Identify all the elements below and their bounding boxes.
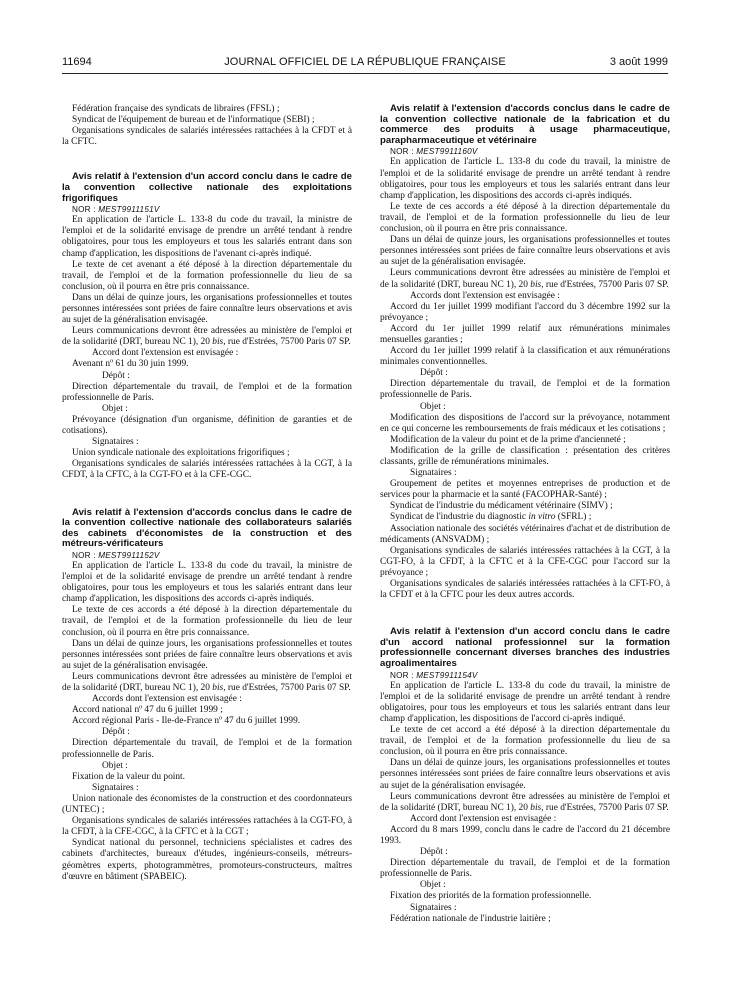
section-label: Signataires : [410, 468, 457, 479]
list-item: Avenant nº 61 du 30 juin 1999. [72, 359, 189, 370]
paragraph: Le texte de cet avenant a été déposé à la direction départementale du travail, de l'emploi et de la formation professionnelle du lieu de sa conclusion, où il pourra en être pris connaissance. [62, 259, 352, 292]
list-item: Organisations syndicales de salariés intéressées rattachées à la CGT-FO, à la CFDT, à la CFE-CGC, à la CFTC et à la CGT ; [62, 816, 352, 838]
list-item: Syndicat de l'industrie du diagnostic in vitro (SFRL) ; [390, 512, 592, 523]
list-item: Modification des dispositions de l'accord sur la prévoyance, notamment en ce qui concerne les remboursements de frais médicaux et les cotisations ; [380, 412, 670, 434]
list-item: Accord national nº 47 du 6 juillet 1999 ; [72, 705, 223, 716]
list-item: Association nationale des sociétés vétérinaires d'achat et de distribution de médicaments (ANSVADM) ; [380, 523, 670, 545]
list-item: Accord du 8 mars 1999, conclu dans le cadre de l'accord du 21 décembre 1993. [380, 824, 670, 846]
list-item: Organisations syndicales de salariés intéressées rattachées à la CFT-FO, à la CFDT et à la CFTC pour les deux autres accords. [380, 579, 670, 601]
notice-title: Avis relatif à l'extension d'un accord conclu dans le cadre de la convention collective nationale des exploitations frigorifiques [62, 171, 352, 204]
paragraph: Direction départementale du travail, de l'emploi et de la formation professionnelle de Paris. [380, 379, 670, 401]
paragraph: Prévoyance (désignation d'un organisme, définition de garanties et de cotisations). [62, 414, 352, 437]
paragraph: Le texte de cet accord a été déposé à la direction départementale du travail, de l'emploi et de la formation professionnelle du lieu de sa conclusion, où il pourra en être pris connaissance. [380, 725, 670, 758]
list-item: Organisations syndicales de salariés intéressées rattachées à la CGT, à la CFDT, à la CFTC, à la CGT-FO et à la CFE-CGC. [62, 459, 352, 481]
paragraph: Leurs communications devront être adressées au ministère de l'emploi et de la solidarité (DRT, bureau NC 1), 20 bis, rue d'Estrées, 75700 Paris 07 SP. [62, 671, 352, 693]
paragraph: En application de l'article L. 133-8 du code du travail, la ministre de l'emploi et de la solidarité envisage de prendre un arrêté tendant à rendre obligatoires, pour tous les employeurs et tous les salariés entrant dans leur champ d'application, les dispositions de l'accord ci-après indiqué. [380, 680, 670, 724]
journal-title: JOURNAL OFFICIEL DE LA RÉPUBLIQUE FRANÇAISE [224, 56, 506, 68]
paragraph: Dans un délai de quinze jours, les organisations professionnelles et toutes personnes intéressées sont priées de faire connaître leurs observations et avis au sujet de la généralisation envisagée. [62, 638, 352, 671]
section-label: Accord dont l'extension est envisagée : [92, 348, 239, 359]
nor-reference: NOR : MEST9911151V [72, 205, 160, 215]
list-item: Modification de la valeur du point et de la prime d'ancienneté ; [390, 434, 626, 445]
notice-frigorifiques [62, 172, 352, 481]
left-column [62, 104, 352, 883]
section-label: Accord dont l'extension est envisagée : [410, 813, 557, 824]
list-item: Syndicat de l'industrie du médicament vétérinaire (SIMV) ; [390, 501, 613, 512]
list-item: Accord du 1er juillet 1999 relatif à la classification et aux rémunérations minimales conventionnelles. [380, 346, 670, 368]
list-item: Accord du 1er juillet 1999 modifiant l'accord du 3 décembre 1992 sur la prévoyance ; [380, 301, 670, 323]
paragraph: Direction départementale du travail, de l'emploi et de la formation professionnelle de Paris. [62, 381, 352, 403]
right-column [380, 104, 670, 925]
paragraph: Direction départementale du travail, de l'emploi et de la formation professionnelle de Paris. [62, 738, 352, 760]
list-item: Syndicat national du personnel, techniciens spécialistes et cadres des cabinets d'architectes, bureaux d'études, ingénieurs-conseils, métreurs-géomètres experts, photogrammètres, promoteurs-constructeurs, maîtres d'œuvre en bâtiment (SPABEIC). [62, 838, 352, 882]
paragraph: Dans un délai de quinze jours, les organisations professionnelles et toutes personnes intéressées sont priées de faire connaître leurs observations et avis au sujet de la généralisation envisagée. [62, 292, 352, 326]
list-item: Union nationale des économistes de la construction et des coordonnateurs (UNTEC) ; [62, 793, 352, 816]
section-label: Accords dont l'extension est envisagée : [410, 290, 560, 301]
header-rule [62, 73, 668, 74]
paragraph: En application de l'article L. 133-8 du code du travail, la ministre de l'emploi et de la solidarité envisage de prendre un arrêté tendant à rendre obligatoires, pour tous les employeurs et tous les salariés entrant dans son champ d'application, les dispositions de l'avenant ci-après indiqué. [62, 215, 352, 259]
paragraph: En application de l'article L. 133-8 du code du travail, la ministre de l'emploi et de la solidarité envisage de prendre un arrêté tendant à rendre obligatoires, pour tous les employeurs et tous les salariés entrant dans leur champ d'application, les dispositions des accords ci-après indiqués. [62, 560, 352, 605]
nor-reference: NOR : MEST9911160V [390, 147, 478, 157]
notice-title: Avis relatif à l'extension d'un accord conclu dans le cadre d'un accord national professionnel sur la formation professionnelle concernant diverses branches des industries agroalimentaires [380, 626, 670, 669]
paragraph: Fixation des priorités de la formation professionnelle. [390, 891, 592, 902]
list-item: Modification de la grille de classification : présentation des critères classants, grille de rémunérations minimales. [380, 445, 670, 467]
notice-economistes [62, 508, 352, 883]
list-item: Groupement de petites et moyennes entreprises de production et de services pour la pharmacie et la santé (FACOPHAR-Santé) ; [380, 479, 670, 501]
intro-line: Fédération française des syndicats de libraires (FFSL) ; [72, 104, 280, 114]
section-label: Signataires : [92, 782, 139, 793]
section-label: Dépôt : [102, 727, 130, 738]
paragraph: Leurs communications devront être adressées au ministère de l'emploi et de la solidarité (DRT, bureau NC 1), 20 bis, rue d'Estrées, 75700 Paris 07 SP. [380, 268, 670, 290]
list-item: Accord régional Paris - Ile-de-France nº 47 du 6 juillet 1999. [72, 716, 301, 727]
paragraph: Direction départementale du travail, de l'emploi et de la formation professionnelle de Paris. [380, 858, 670, 880]
page-number: 11694 [62, 56, 92, 68]
running-header [62, 56, 668, 72]
nor-reference: NOR : MEST9911152V [72, 550, 160, 560]
issue-date: 3 août 1999 [609, 56, 668, 68]
notice-title: Avis relatif à l'extension d'accords conclus dans le cadre de la convention collective nationale des collaborateurs salariés des cabinets d'économistes de la construction et des métreurs-vérificateurs [62, 506, 352, 550]
paragraph: Dans un délai de quinze jours, les organisations professionnelles et toutes personnes intéressées sont priées de faire connaître leurs observations et avis au sujet de la généralisation envisagée. [380, 758, 670, 791]
intro-line: Organisations syndicales de salariés intéressées rattachées à la CFDT et à la CFTC. [62, 126, 352, 148]
list-item: Organisations syndicales de salariés intéressées rattachées à la CGT, à la CGT-FO, à la CFDT, à la CFTC et à la CFE-CGC pour l'accord sur la prévoyance ; [380, 545, 670, 578]
notice-pharmaceutique [380, 104, 670, 601]
intro-line: Syndicat de l'équipement de bureau et de l'informatique (SEBI) ; [72, 115, 315, 126]
section-label: Accords dont l'extension est envisagée : [92, 694, 242, 705]
paragraph: Leurs communications devront être adressées au ministère de l'emploi et de la solidarité (DRT, bureau NC 1), 20 bis, rue d'Estrées, 75700 Paris 07 SP. [62, 326, 352, 348]
notice-title: Avis relatif à l'extension d'accords conclus dans le cadre de la convention collective nationale de la fabrication et du commerce des produits à usage pharmaceutique, parapharmaceutique et vétérinaire [380, 103, 670, 146]
section-label: Objet : [102, 760, 128, 771]
paragraph: Le texte de ces accords a été déposé à la direction départementale du travail, de l'emploi et de la formation professionnelle du lieu de leur conclusion, où il pourra en être pris connaissance. [62, 605, 352, 638]
nor-reference: NOR : MEST9911154V [390, 670, 478, 680]
list-item: Accord du 1er juillet 1999 relatif aux rémunérations minimales mensuelles garanties ; [380, 323, 670, 345]
section-label: Objet : [420, 401, 446, 412]
paragraph: En application de l'article L. 133-8 du code du travail, la ministre de l'emploi et de la solidarité envisage de prendre un arrêté tendant à rendre obligatoires, pour tous les employeurs et tous les salariés entrant dans leur champ d'application, les dispositions des accords ci-après indiqués. [380, 157, 670, 201]
notice-agroalimentaires [380, 627, 670, 925]
section-label: Objet : [102, 403, 128, 414]
paragraph: Le texte de ces accords a été déposé à la direction départementale du travail, de l'emploi et de la formation professionnelle du lieu de leur conclusion, où il pourra en être pris connaissance. [380, 201, 670, 235]
list-item: Fédération nationale de l'industrie laitière ; [390, 913, 551, 924]
section-label: Dépôt : [102, 370, 130, 381]
paragraph: Leurs communications devront être adressées au ministère de l'emploi et de la solidarité (DRT, bureau NC 1), 20 bis, rue d'Estrées, 75700 Paris 07 SP. [380, 791, 670, 813]
section-label: Dépôt : [420, 847, 448, 858]
paragraph: Fixation de la valeur du point. [72, 771, 185, 782]
section-label: Dépôt : [420, 368, 448, 379]
section-label: Signataires : [92, 437, 139, 448]
paragraph: Dans un délai de quinze jours, les organisations professionnelles et toutes personnes intéressées sont priées de faire connaître leurs observations et avis au sujet de la généralisation envisagée. [380, 235, 670, 268]
section-label: Signataires : [410, 902, 457, 913]
list-item: Union syndicale nationale des exploitations frigorifiques ; [72, 448, 290, 459]
section-label: Objet : [420, 880, 446, 891]
